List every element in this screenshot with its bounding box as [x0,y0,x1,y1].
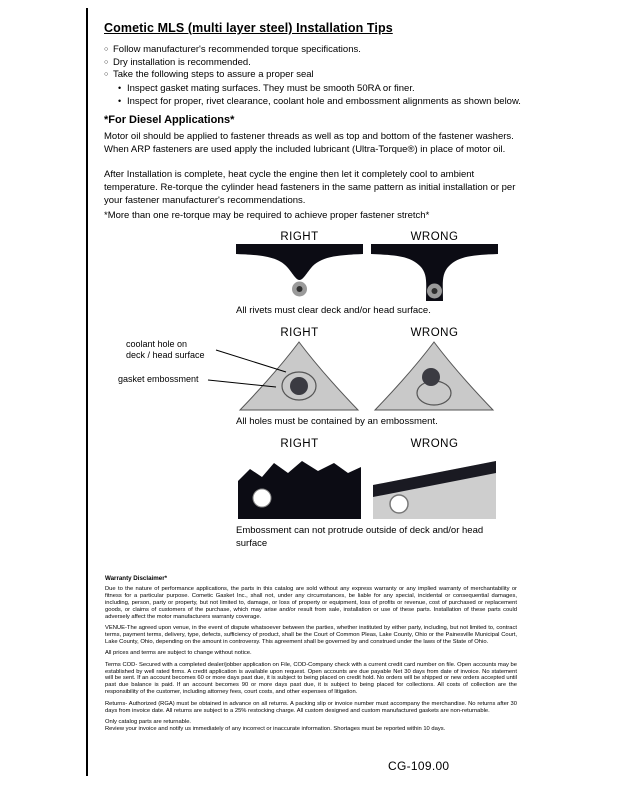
figures-block [236,231,498,560]
protrusion-wrong-image [371,451,498,521]
wrong-label: WRONG [410,438,459,450]
legal-paragraph: Terms COD- Secured with a completed dealer/jobber application on File, COD-Company check with a current credit card number on file. Open accounts may be established by well rated firms. A credit application is available upon request. Open accounts are due payable Net 30 days from date of invoice. No statement will be sent. If an account becomes 60 or more days past due, it is subject to being placed on credit hold. No orders will be shipped or new orders accepted until past due balance is paid. If an account becomes 90 or more days past due, it is subject to being placed for collections. All costs of collection are the responsibility of the customer, including attorney fees, court costs, and other expenses of litigation. [105,661,517,696]
gasket-embossment-annotation: gasket embossment [118,374,199,384]
diesel-applications-heading: *For Diesel Applications* [104,114,235,126]
coolant-hole-annotation [126,339,205,360]
dot-bullet-icon: • [118,96,122,106]
embossment-right-image [236,340,363,412]
list-item [104,44,524,57]
warranty-disclaimer-heading: Warranty Disclaimer* [105,575,168,582]
list-item [118,95,524,109]
tip-text: Take the following steps to assure a proper seal [113,69,314,80]
tip-text: Dry installation is recommended. [113,56,251,68]
circle-bullet-icon: ○ [104,58,109,66]
legal-paragraph: Returns- Authorized (RGA) must be obtained in advance on all returns. A packing slip or invoice number must accompany the merchandise. No returns after 30 days from invoice date. All returns are subject to a 25% restocking charge. All custom designed and custom manufactured gaskets are non-returnable. [105,700,517,714]
circle-bullet-icon: ○ [104,71,109,78]
figure-caption: All holes must be contained by an embossment. [236,416,438,427]
tip-text: Follow manufacturer's recommended torque specifications. [113,44,361,55]
embossment-wrong-image [371,340,498,412]
protrusion-right-image [236,451,363,521]
legal-paragraph: VENUE-The agreed upon venue, in the event of dispute whatsoever between the parties, whether instituted by either party, including, but not limited to, contract terms, payment terms, delivery, type, defects, sufficiency of product, shall be the Court of Common Pleas, Lake County, Ohio or the Painesville Municipal Court, Lake County, Ohio, depending on the amount in controversy. This agreement shall be governed by and construed under the laws of the State of Ohio. [105,625,517,645]
right-label: RIGHT [280,231,319,243]
page-title: Cometic MLS (multi layer steel) Installation Tips [104,21,393,35]
figure-embossment-protrusion [236,438,498,550]
list-item [104,57,524,70]
left-margin-rule [86,8,88,776]
legal-section [105,575,517,733]
tips-sublist [118,82,524,109]
legal-paragraph: Only catalog parts are returnable. [105,719,192,725]
diesel-paragraph-1: Motor oil should be applied to fastener threads as well as top and bottom of the fastener washers. When ARP fasteners are used apply the included lubricant (Ultra-Torque®) in place of motor oil. [104,131,514,155]
rivet-wrong-image [371,244,498,301]
right-label: RIGHT [280,438,319,450]
legal-paragraph: All prices and terms are subject to change without notice. [105,650,252,657]
circle-bullet-icon: ○ [104,46,109,53]
annotation-line: deck / head surface [126,349,205,360]
annotation-line: coolant hole on [126,339,188,349]
page-code: CG-109.00 [388,759,450,773]
figure-caption: Embossment can not protrude outside of deck and/or head surface [236,525,484,549]
figure-labels [236,231,498,243]
retorque-note: *More than one re-torque may be required to achieve proper fastener stretch* [104,210,430,221]
figure-rivet-clearance [236,231,498,317]
list-item [118,82,524,96]
figure-images [236,451,498,521]
right-label: RIGHT [280,327,319,339]
tips-list [104,44,524,109]
figure-hole-embossment [236,327,498,428]
legal-paragraph: Due to the nature of performance applications, the parts in this catalog are sold without any express warranty or any implied warranty of merchantability or fitness for a particular purpose. Cometic Gasket Inc., shall not, under any circumstances, be liable for any special, incidental or consequential damages, including, person, party or property, but not limited to, damage, or loss of property or equipment, loss of profits or revenue, cost of purchased or replacement goods, or claims of customers of the purchase, which may arise and/or result from sale, installation or use of these parts. Installation of these parts could adversely affect the motor manufacturers warranty coverage. [105,586,517,620]
figure-labels [236,438,498,450]
legal-paragraph: Review your invoice and notify us immediately of any incorrect or inaccurate information. Shortages must be reported within 10 days. [105,725,446,732]
figure-caption: All rivets must clear deck and/or head surface. [236,305,431,316]
wrong-label: WRONG [410,231,459,243]
tip-text: Inspect gasket mating surfaces. They must be smooth 50RA or finer. [127,82,415,94]
rivet-right-image [236,244,363,301]
figure-images [236,244,498,301]
diesel-paragraph-2: After Installation is complete, heat cycle the engine then let it completely cool to ambient temperature. Re-torque the cylinder head fasteners in the same pattern as initial installation or per your fastener manufacturer's recommendations. [104,169,516,206]
wrong-label: WRONG [410,327,459,339]
figure-images [236,340,498,412]
list-item [104,69,524,82]
dot-bullet-icon: • [118,82,122,93]
tip-text: Inspect for proper, rivet clearance, coolant hole and embossment alignments as shown below. [127,96,521,107]
figure-labels [236,327,498,339]
